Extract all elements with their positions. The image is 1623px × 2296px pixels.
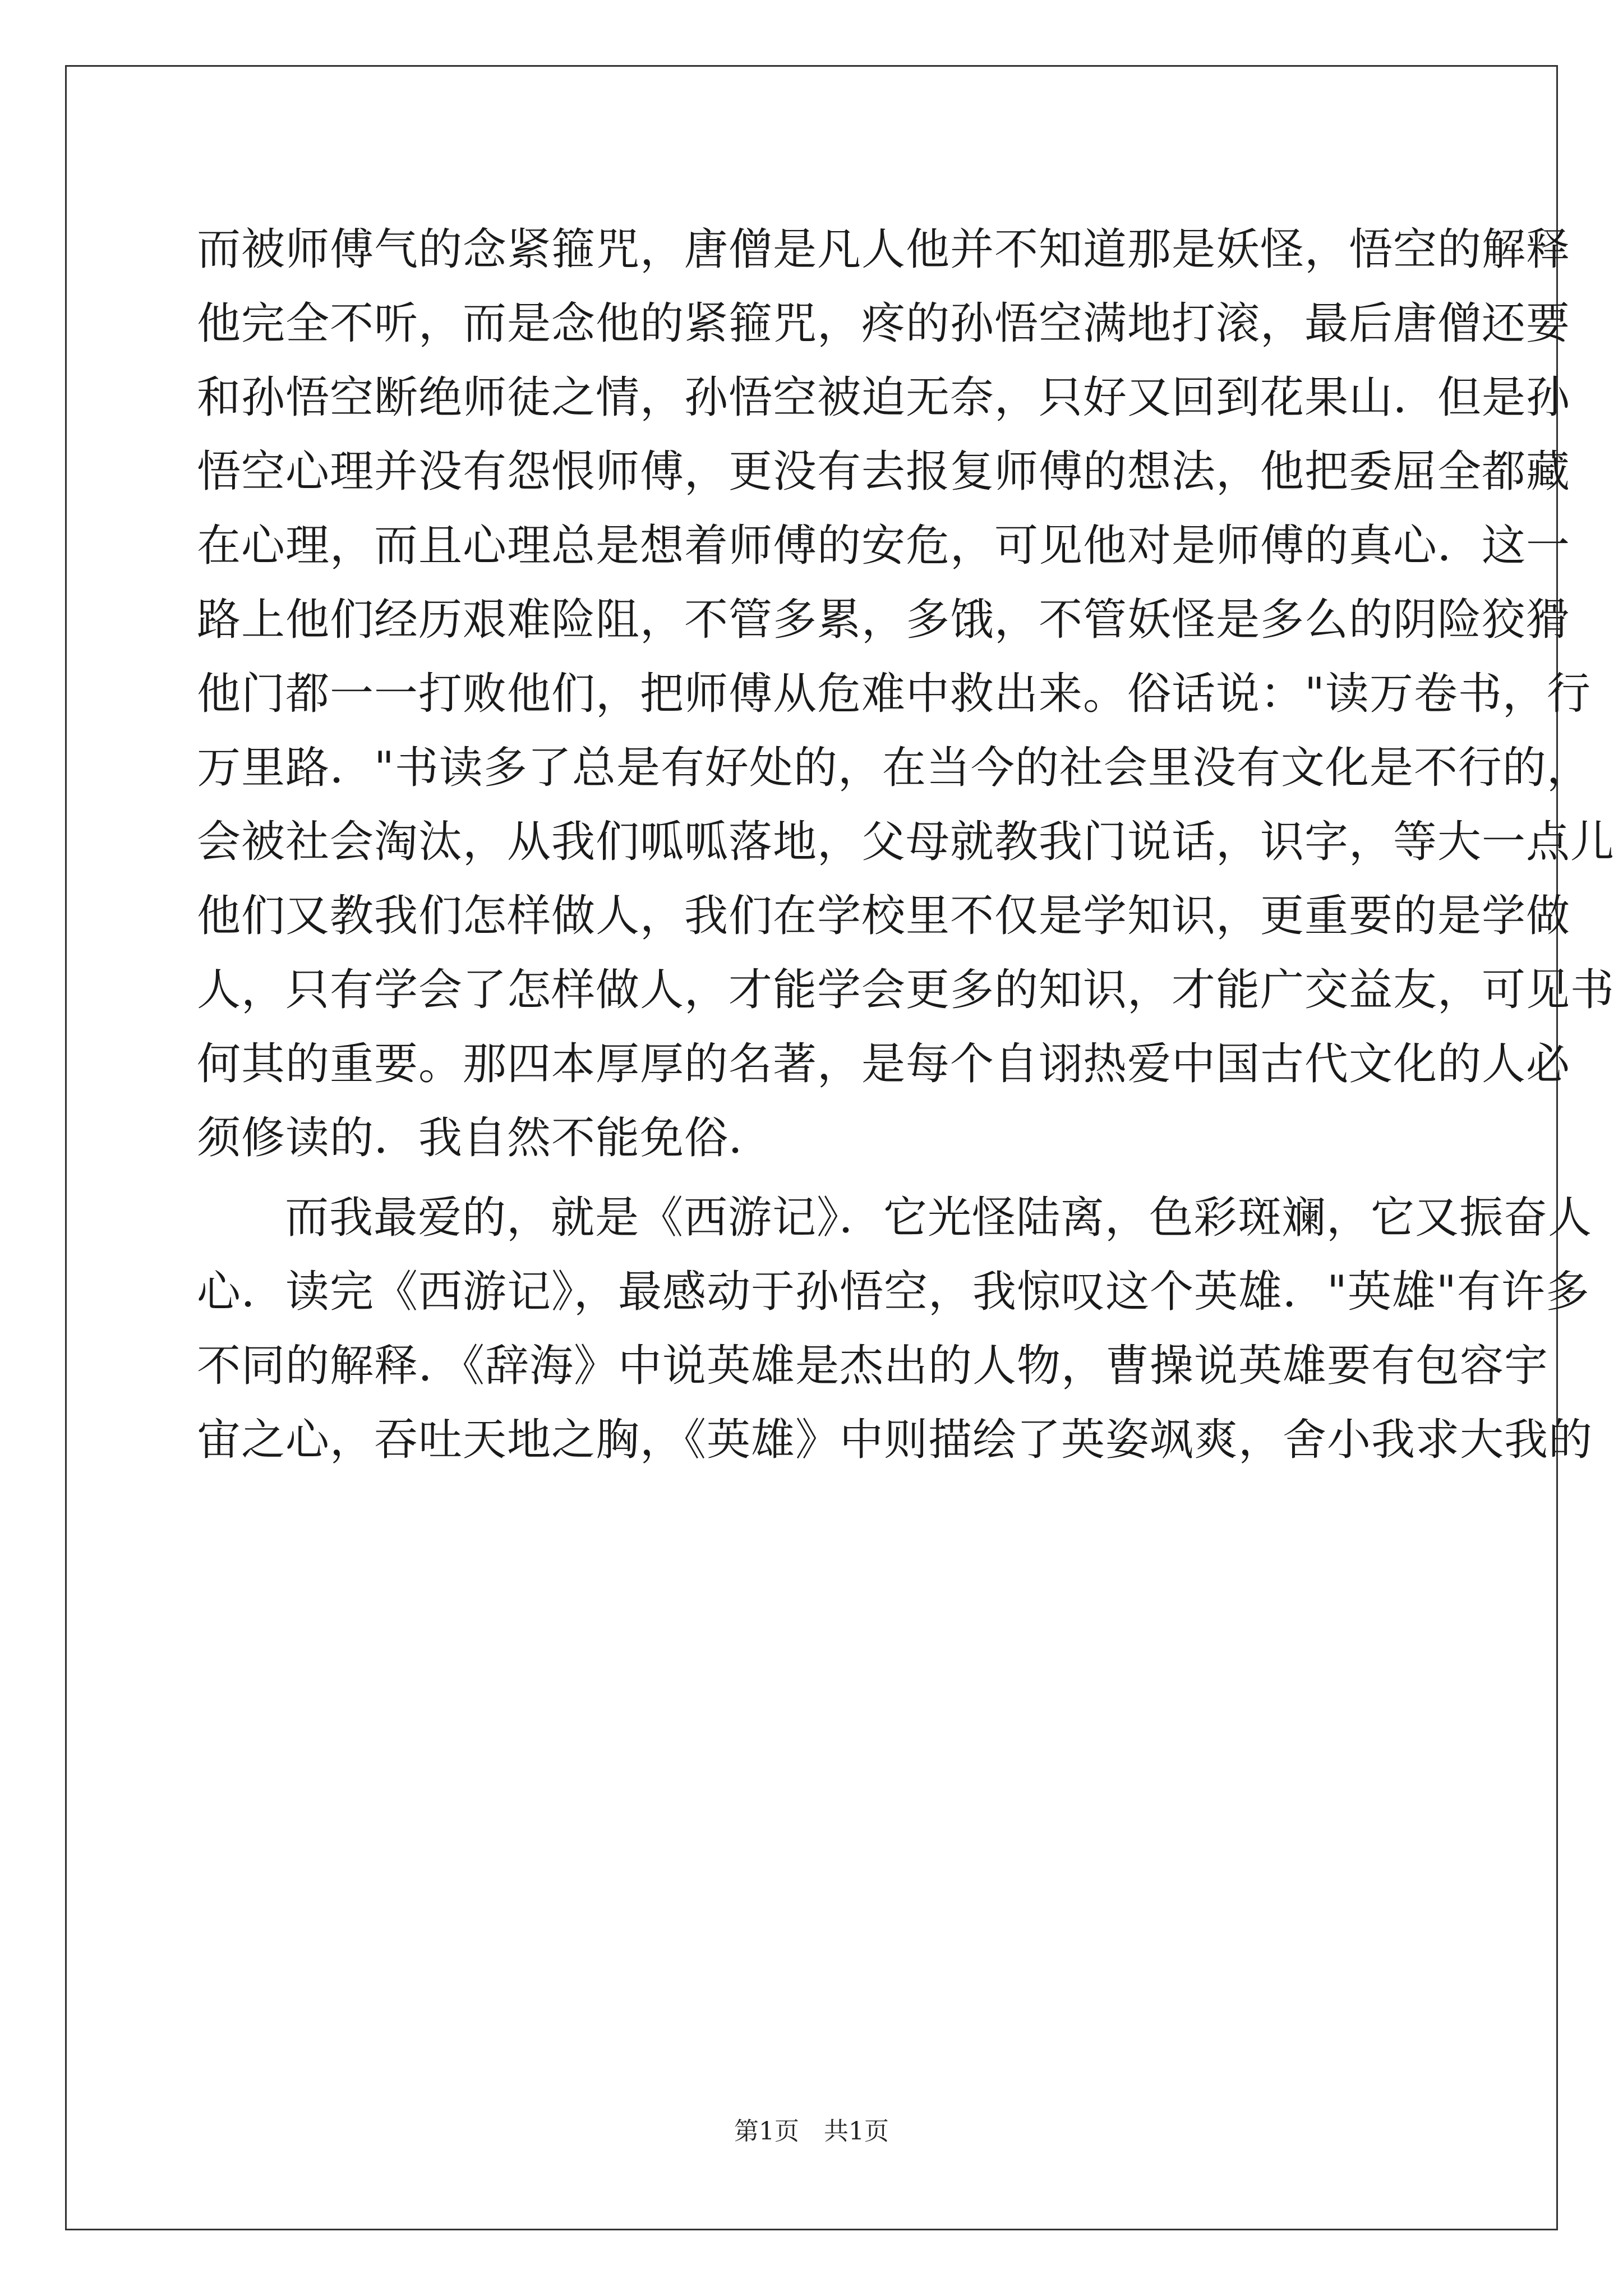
text-line: 他们又教我们怎样做人，我们在学校里不仅是学知识，更重要的是学做 (197, 891, 1571, 941)
text-line: 会被社会淘汰，从我们呱呱落地，父母就教我门说话，识字，等大一点儿 (197, 817, 1615, 867)
text-line: 万里路．"书读多了总是有好处的，在当今的社会里没有文化是不行的， (197, 743, 1591, 793)
text-line: 悟空心理并没有怨恨师傅，更没有去报复师傅的想法，他把委屈全都藏 (197, 447, 1571, 497)
paragraph-start-line: 而我最爱的，就是《西游记》．它光怪陆离，色彩斑斓，它又振奋人 (285, 1193, 1593, 1243)
text-line: 须修读的．我自然不能免俗． (197, 1113, 773, 1163)
text-line: 而被师傅气的念紧箍咒，唐僧是凡人他并不知道那是妖怪，悟空的解释 (197, 224, 1571, 275)
text-line: 他完全不听，而是念他的紧箍咒，疼的孙悟空满地打滚，最后唐僧还要 (197, 298, 1571, 349)
text-line: 人，只有学会了怎样做人，才能学会更多的知识，才能广交益友，可见书 (197, 965, 1615, 1015)
text-line: 不同的解释．《辞海》中说英雄是杰出的人物，曹操说英雄要有包容宇 (197, 1341, 1549, 1391)
text-line: 路上他们经历艰难险阻，不管多累，多饿，不管妖怪是多么的阴险狡猾 (197, 595, 1571, 645)
text-line: 在心理，而且心理总是想着师傅的安危，可见他对是师傅的真心．这一 (197, 521, 1571, 571)
page-number-footer: 第1页 共1页 (734, 2117, 889, 2146)
text-line: 心．读完《西游记》，最感动于孙悟空，我惊叹这个英雄．"英雄"有许多 (197, 1267, 1590, 1317)
text-line: 他门都一一打败他们，把师傅从危难中救出来。俗话说："读万卷书，行 (197, 669, 1591, 719)
text-line: 何其的重要。那四本厚厚的名著，是每个自诩热爱中国古代文化的人必 (197, 1039, 1571, 1089)
text-line: 和孙悟空断绝师徒之情，孙悟空被迫无奈，只好又回到花果山．但是孙 (197, 372, 1571, 423)
text-line: 宙之心，吞吐天地之胸，《英雄》中则描绘了英姿飒爽，舍小我求大我的 (197, 1415, 1593, 1465)
